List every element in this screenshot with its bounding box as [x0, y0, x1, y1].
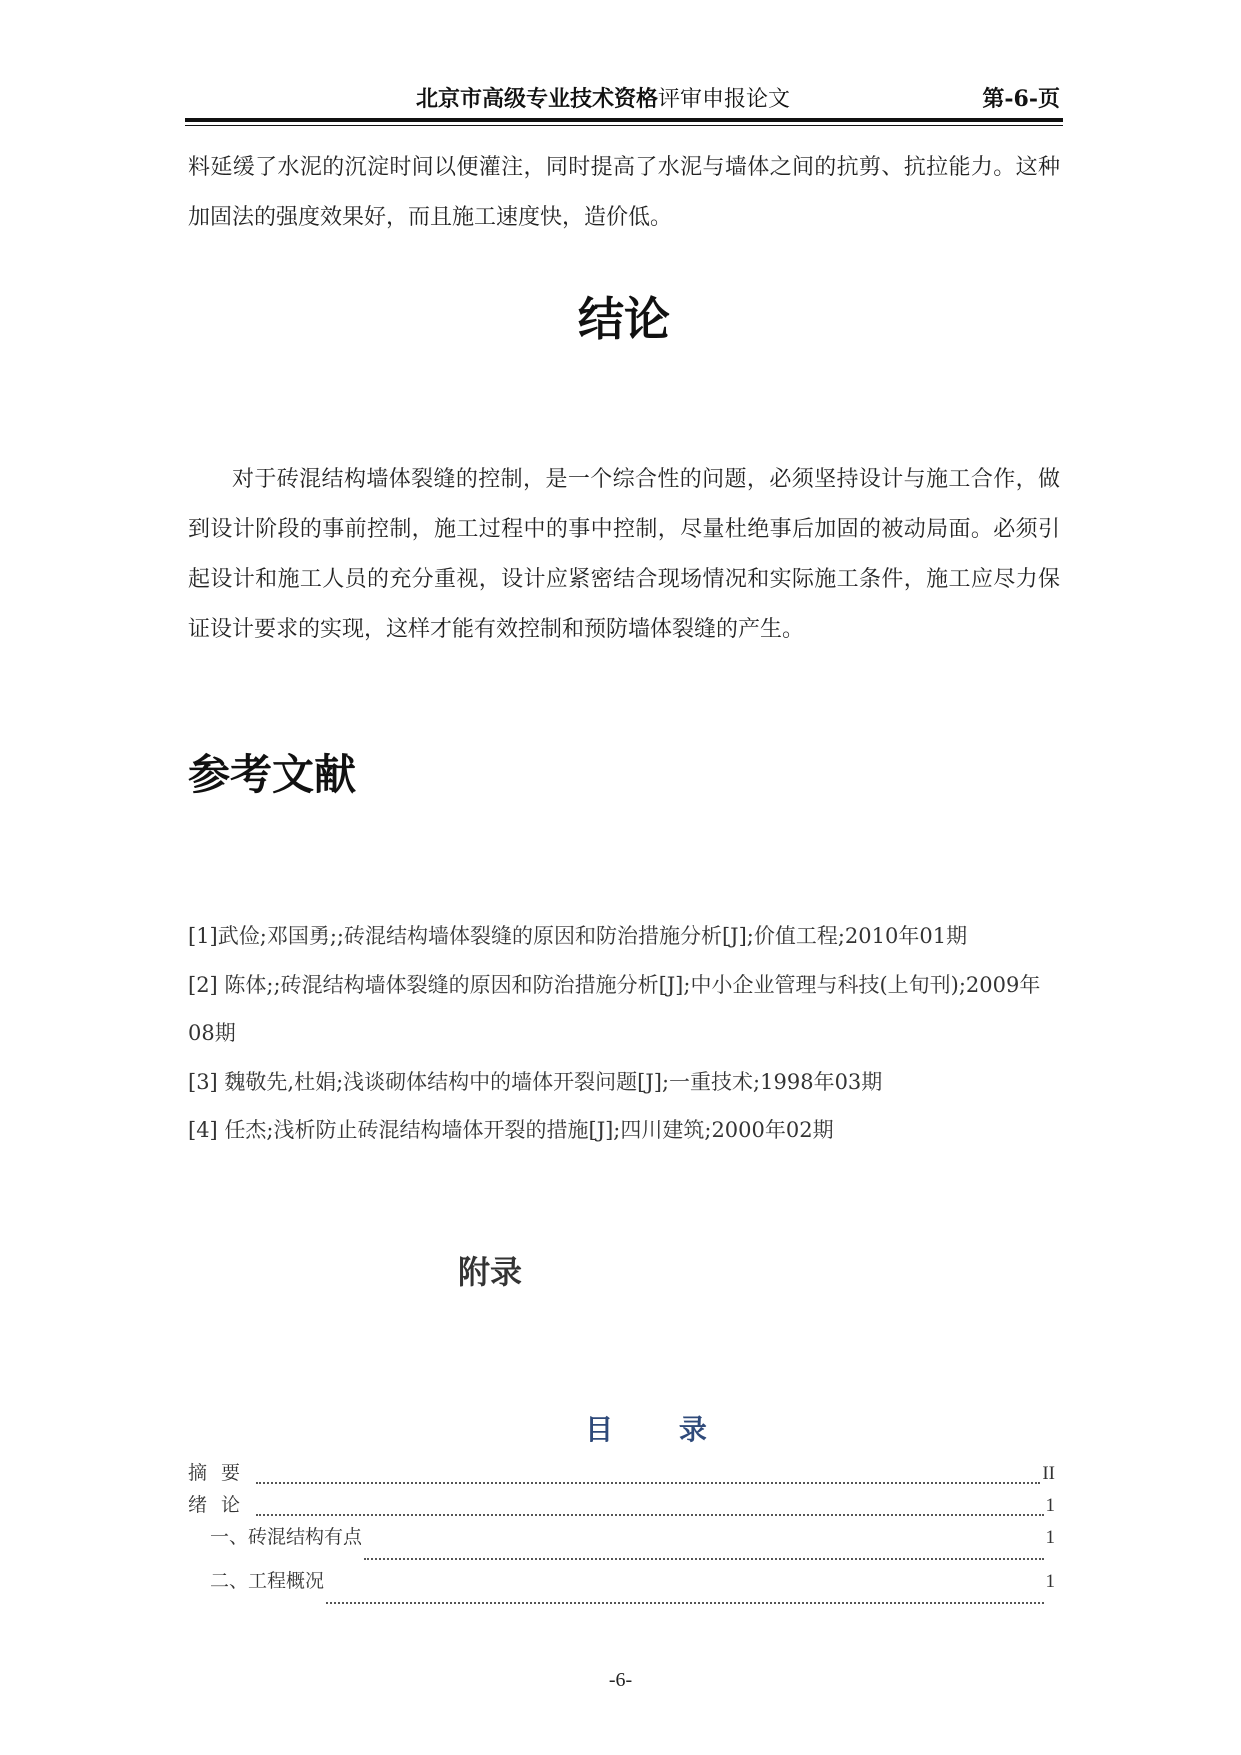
reference-item: [1]武俭;邓国勇;;砖混结构墙体裂缝的原因和防治措施分析[J];价值工程;2010年01期 [188, 924, 968, 948]
page-header [188, 78, 1060, 114]
footer-page-number: -6- [608, 1669, 633, 1691]
toc-entry-page: II [1042, 1463, 1055, 1484]
toc-entry-section-2[interactable] [188, 1566, 1055, 1610]
toc-entry-label: 一、砖混结构有点 [210, 1526, 363, 1548]
toc-leader-dots [256, 1513, 1043, 1516]
toc-entry-label: 绪论 [188, 1494, 255, 1516]
header-rule-thick [185, 118, 1063, 122]
conclusion-heading: 结论 [578, 292, 670, 346]
table-of-contents [188, 1458, 1055, 1610]
toc-entry-page: 1 [1045, 1527, 1055, 1548]
toc-entry-page: 1 [1045, 1495, 1055, 1516]
toc-leader-dots [326, 1601, 1043, 1604]
toc-entry-label: 摘要 [188, 1462, 255, 1484]
references-list [188, 912, 1060, 1155]
conclusion-paragraph: 对于砖混结构墙体裂缝的控制，是一个综合性的问题，必须坚持设计与施工合作，做到设计阶段的事前控制，施工过程中的事中控制，尽量杜绝事后加固的被动局面。必须引起设计和施工人员的充分重视，设计应紧密结合现场情况和实际施工条件，施工应尽力保证设计要求的实现，这样才能有效控制和预防墙体裂缝的产生。 [188, 467, 1060, 642]
toc-entry-label: 二、工程概况 [210, 1570, 325, 1592]
toc-entry-section-1[interactable] [188, 1522, 1055, 1566]
reference-item: [2] 陈体;;砖混结构墙体裂缝的原因和防治措施分析[J];中小企业管理与科技(上旬刊);2009年08期 [188, 972, 1041, 1045]
toc-leader-dots [364, 1557, 1043, 1560]
appendix-heading: 附录 [457, 1253, 522, 1291]
toc-entry-page: 1 [1045, 1571, 1055, 1592]
reference-item: [4] 任杰;浅析防止砖混结构墙体开裂的措施[J];四川建筑;2000年02期 [188, 1118, 834, 1142]
references-heading: 参考文献 [188, 750, 357, 799]
toc-entry-introduction[interactable] [188, 1490, 1055, 1522]
header-page-label: 第-6-页 [982, 86, 1060, 112]
header-title-rest: 评审申报论文 [658, 87, 791, 112]
header-title [416, 82, 790, 113]
toc-heading: 目 录 [585, 1413, 735, 1446]
toc-entry-abstract[interactable] [188, 1458, 1055, 1490]
continued-paragraph: 料延缓了水泥的沉淀时间以便灌注，同时提高了水泥与墙体之间的抗剪、抗拉能力。这种加固法的强度效果好，而且施工速度快，造价低。 [188, 155, 1060, 230]
header-title-bold: 北京市高级专业技术资格 [416, 86, 659, 112]
reference-item: [3] 魏敬先,杜娟;浅谈砌体结构中的墙体开裂问题[J];一重技术;1998年03期 [188, 1069, 883, 1094]
toc-leader-dots [256, 1481, 1040, 1484]
header-rule-thin [185, 125, 1063, 126]
